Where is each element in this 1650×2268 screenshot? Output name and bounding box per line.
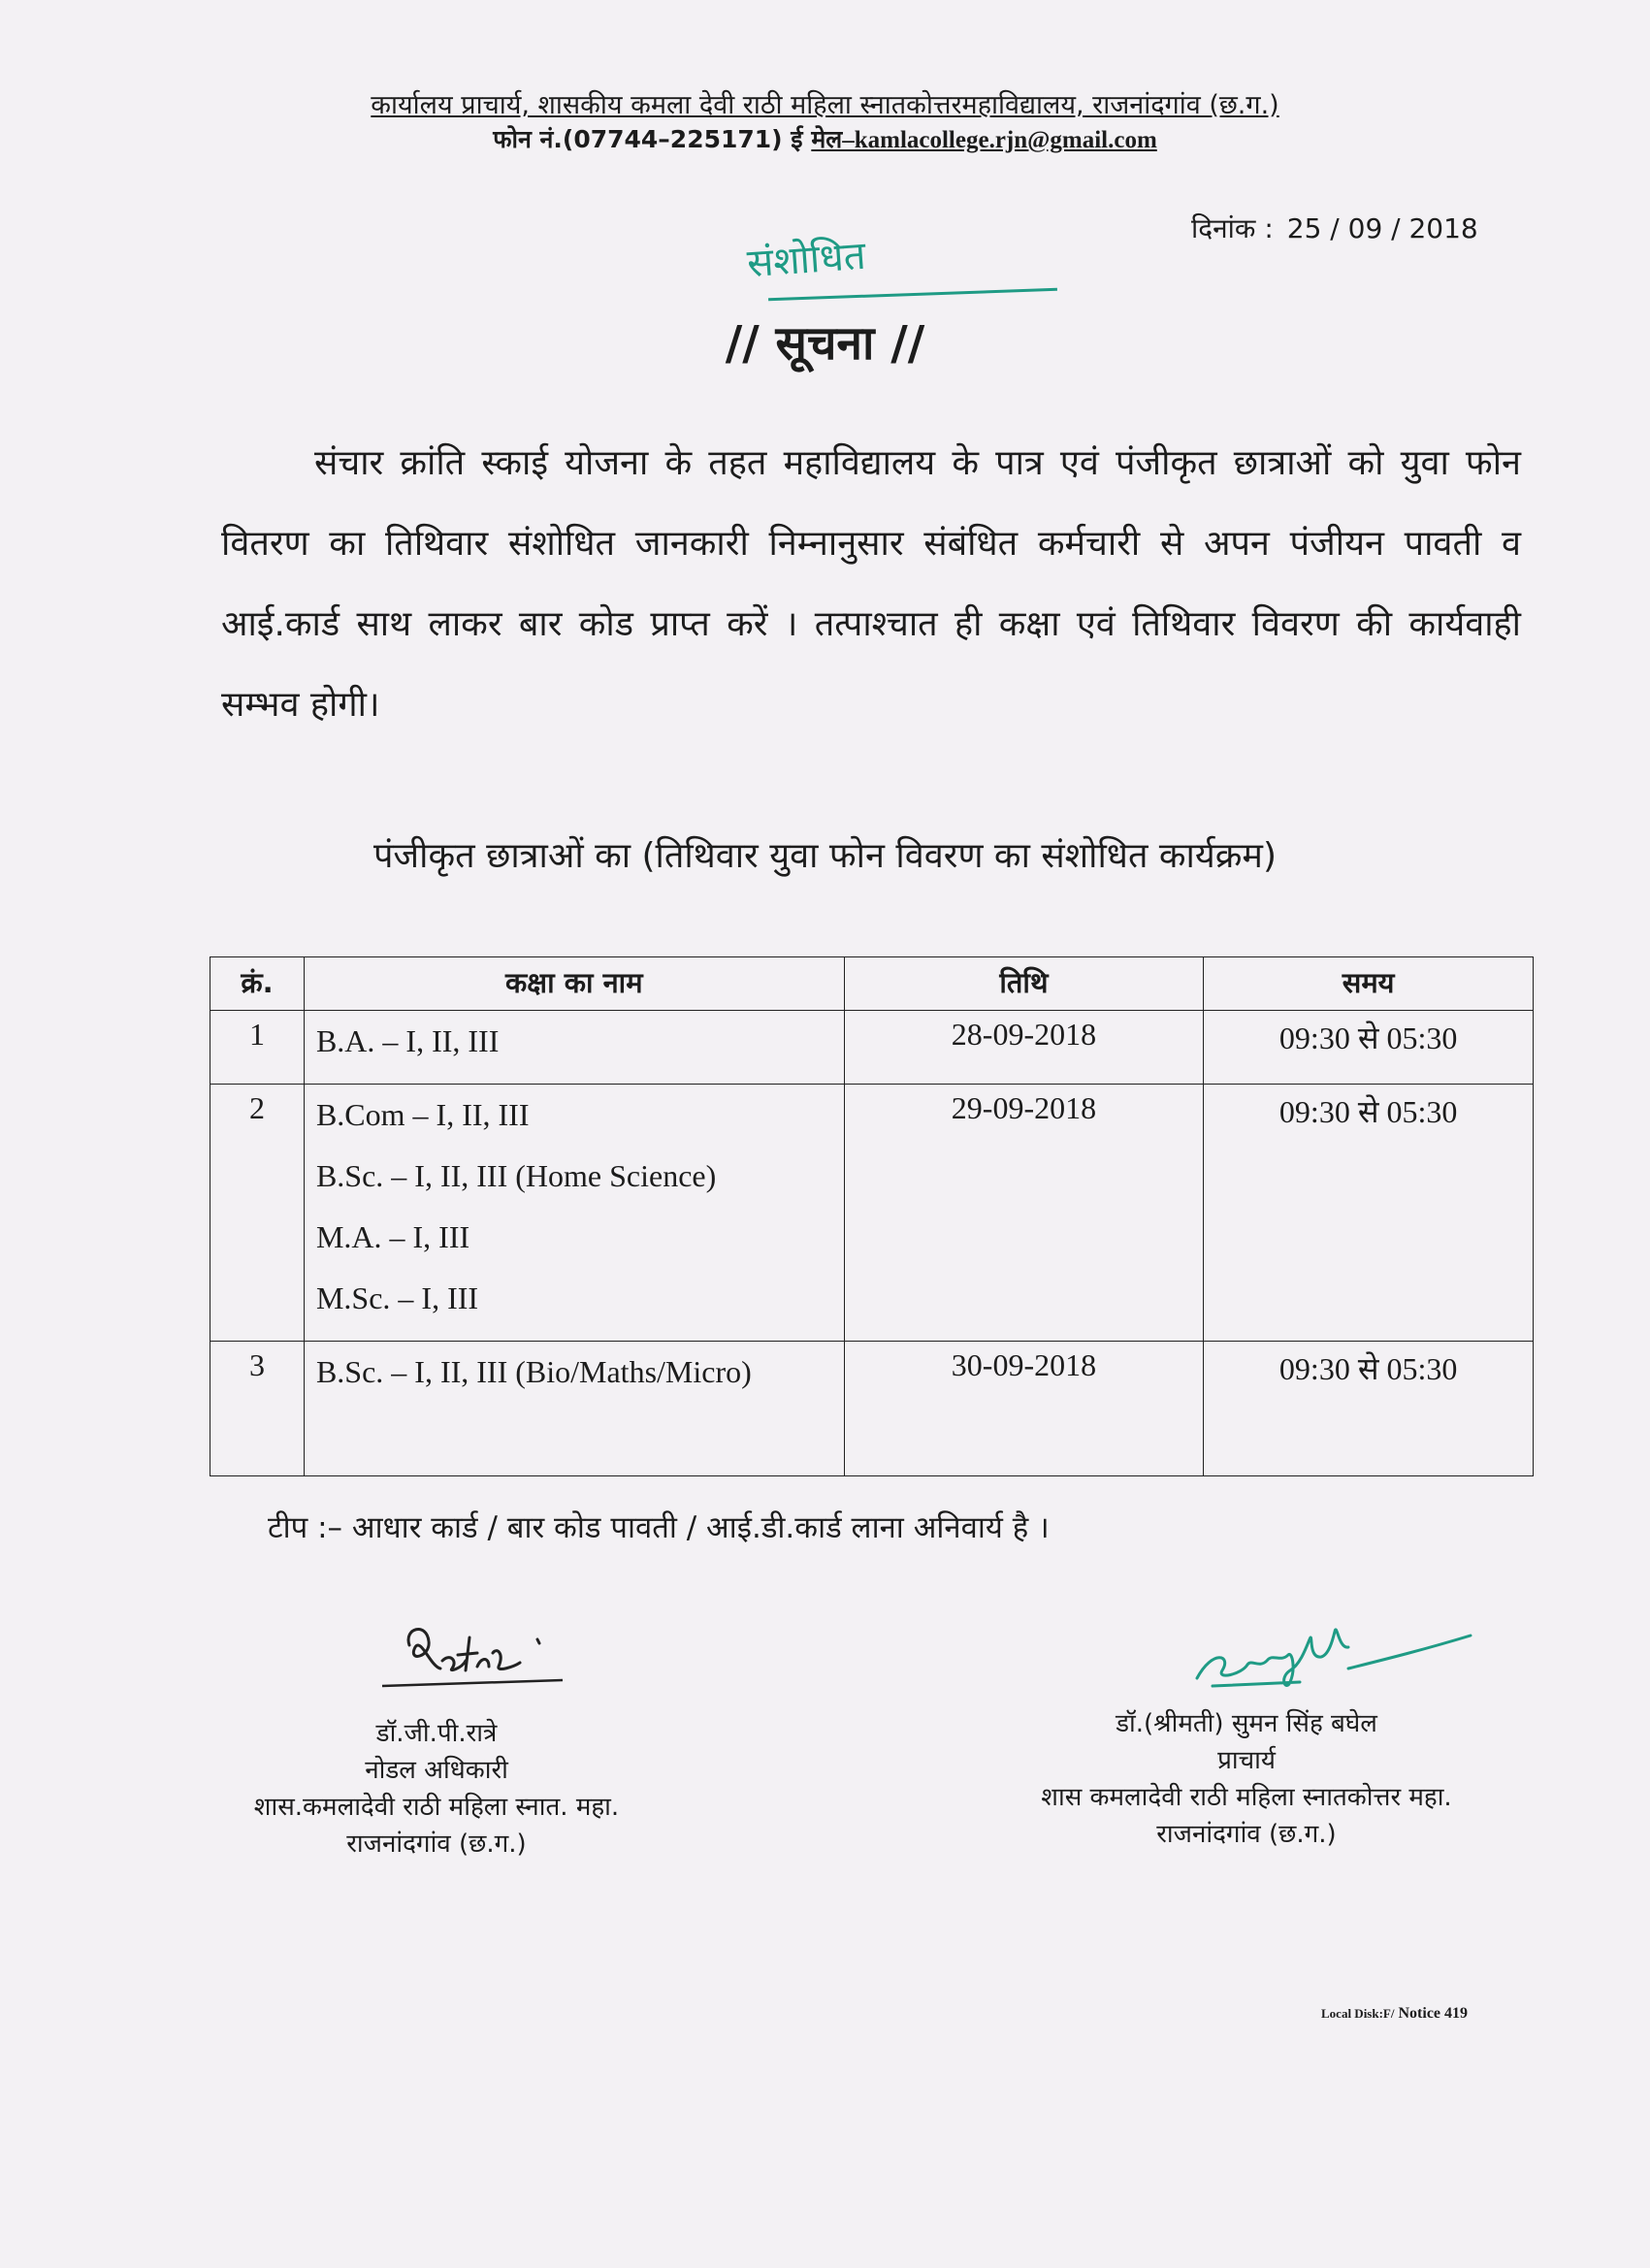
row-sno: 2 bbox=[210, 1085, 305, 1342]
signatory-institution: शास कमलादेवी राठी महिला स्नातकोत्तर महा. bbox=[1041, 1783, 1452, 1812]
email-text: मेल–kamlacollege.rjn@gmail.com bbox=[811, 127, 1157, 153]
date-value: 25 / 09 / 2018 bbox=[1286, 212, 1478, 244]
principal-signature bbox=[1183, 1610, 1474, 1698]
row-date: 28-09-2018 bbox=[844, 1011, 1204, 1085]
class-line: B.Com – I, II, III bbox=[315, 1097, 530, 1132]
revised-stamp-underline bbox=[768, 288, 1057, 301]
signatory-designation: प्राचार्य bbox=[1217, 1746, 1276, 1775]
notice-date bbox=[1191, 210, 1478, 246]
header-time: समय bbox=[1204, 957, 1534, 1011]
class-line: M.A. – I, III bbox=[315, 1219, 470, 1254]
class-line: B.A. – I, II, III bbox=[315, 1023, 500, 1058]
schedule-table bbox=[210, 956, 1534, 1476]
revised-stamp: संशोधित bbox=[745, 233, 868, 287]
file-reference bbox=[1321, 2005, 1468, 2023]
header-class-name: कक्षा का नाम bbox=[304, 957, 844, 1011]
row-time: 09:30 से 05:30 bbox=[1204, 1085, 1534, 1342]
phone-text: फोन नं.(07744–225171) ई bbox=[493, 125, 803, 153]
signatory-name: डॉ.(श्रीमती) सुमन सिंह बघेल bbox=[1116, 1709, 1377, 1738]
class-line: B.Sc. – I, II, III (Home Science) bbox=[315, 1158, 717, 1193]
schedule-subtitle: पंजीकृत छात्राओं का (तिथिवार युवा फोन विवरण का संशोधित कार्यक्रम) bbox=[372, 836, 1277, 876]
table-row bbox=[210, 1342, 1534, 1476]
class-line-empty bbox=[316, 1409, 832, 1470]
row-classes bbox=[304, 1342, 844, 1476]
signatory-place: राजनांदगांव (छ.ग.) bbox=[346, 1830, 527, 1859]
row-sno: 3 bbox=[210, 1342, 305, 1476]
signatory-institution: शास.कमलादेवी राठी महिला स्नात. महा. bbox=[253, 1793, 620, 1822]
file-path: Local Disk:F/ bbox=[1321, 2006, 1395, 2021]
row-date: 30-09-2018 bbox=[844, 1342, 1204, 1476]
row-date: 29-09-2018 bbox=[844, 1085, 1204, 1342]
row-time: 09:30 से 05:30 bbox=[1204, 1011, 1534, 1085]
contact-line bbox=[0, 122, 1650, 155]
class-line: B.Sc. – I, II, III (Bio/Maths/Micro) bbox=[315, 1354, 752, 1389]
office-header: कार्यालय प्राचार्य, शासकीय कमला देवी राठी महिला स्नातकोत्तरमहाविद्यालय, राजनांदगांव (छ.ग.) bbox=[371, 90, 1279, 120]
nodal-officer-signature bbox=[369, 1618, 592, 1696]
table-header-row bbox=[210, 957, 1534, 1011]
tip-note: टीप :– आधार कार्ड / बार कोड पावती / आई.डी.कार्ड लाना अनिवार्य है । bbox=[268, 1510, 1050, 1545]
table-row bbox=[210, 1085, 1534, 1342]
signatory-designation: नोडल अधिकारी bbox=[365, 1756, 508, 1785]
table-row bbox=[210, 1011, 1534, 1085]
class-line: M.Sc. – I, III bbox=[315, 1280, 479, 1315]
signatory-name: डॉ.जी.पी.रात्रे bbox=[375, 1719, 498, 1748]
row-classes bbox=[304, 1011, 844, 1085]
row-classes bbox=[304, 1085, 844, 1342]
notice-paragraph: संचार क्रांति स्काई योजना के तहत महाविद्यालय के पात्र एवं पंजीकृत छात्राओं को युवा फोन वितरण का तिथिवार संशोधित जानकारी निम्नानुसार संबंधित कर्मचारी से अपन पंजीयन पावती व आई.कार्ड साथ लाकर बार कोड प्राप्त करें । तत्पाश्चात ही कक्षा एवं तिथिवार विवरण की कार्यवाही सम्भव होगी। bbox=[221, 443, 1521, 725]
nodal-officer-block bbox=[175, 1715, 698, 1863]
notice-title: // सूचना // bbox=[725, 316, 925, 371]
row-sno: 1 bbox=[210, 1011, 305, 1085]
signatory-place: राजनांदगांव (छ.ग.) bbox=[1156, 1820, 1337, 1849]
header-sno: क्रं. bbox=[210, 957, 305, 1011]
header-date: तिथि bbox=[844, 957, 1204, 1011]
row-time: 09:30 से 05:30 bbox=[1204, 1342, 1534, 1476]
date-label: दिनांक : bbox=[1191, 212, 1274, 244]
principal-block bbox=[946, 1705, 1547, 1853]
notice-number: Notice 419 bbox=[1398, 2005, 1469, 2022]
